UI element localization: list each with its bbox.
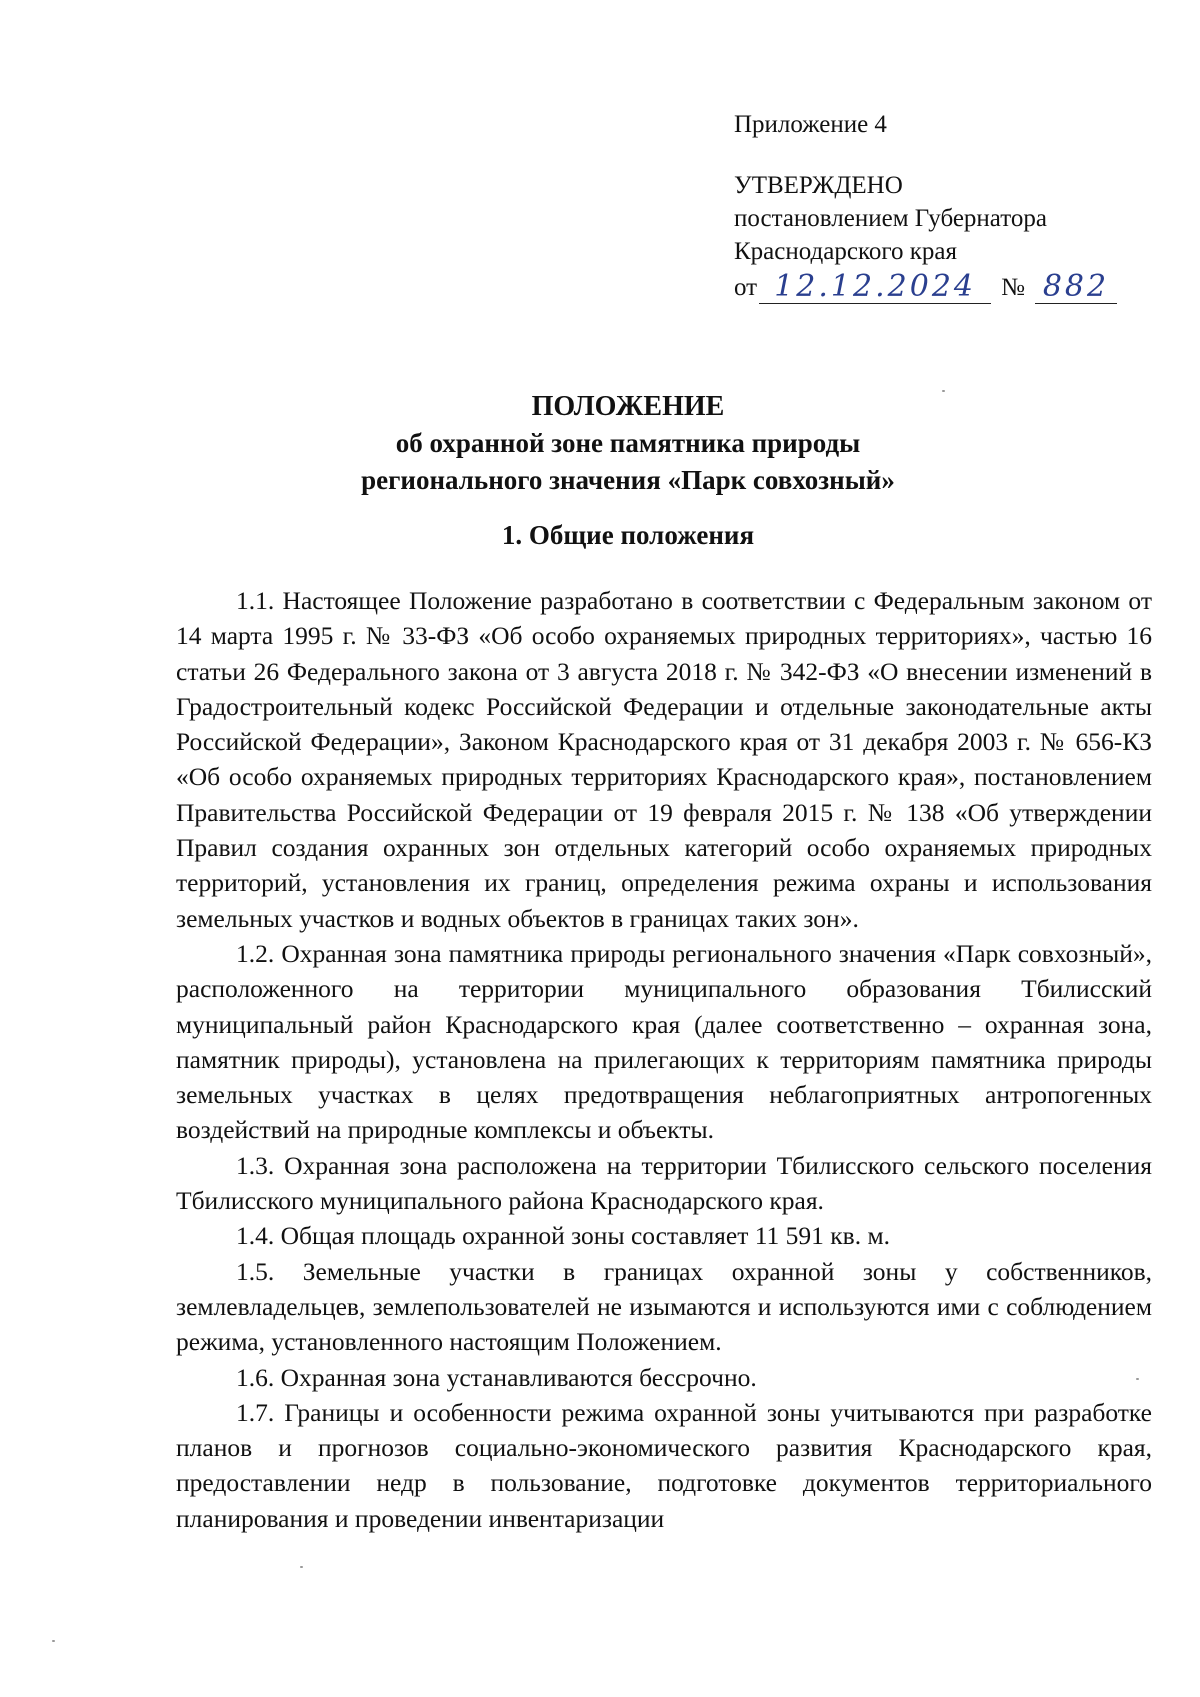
approval-stamp-block [734,108,1154,304]
paragraph-1-1: 1.1. Настоящее Положение разработано в соответствии с Федеральным законом от 14 марта 1995 г. № 33-ФЗ «Об особо охраняемых природных территориях», частью 16 статьи 26 Федерального закона от 3 августа 2018 г. № 342-ФЗ «О внесении изменений в Градостроительный кодекс Российской Федерации и отдельные законодательные акты Российской Федерации», Законом Краснодарского края от 31 декабря 2003 г. № 656-КЗ «Об особо охраняемых природных территориях Краснодарского края», постановлением Правительства Российской Федерации от 19 февраля 2015 г. № 138 «Об утверждении Правил создания охранных зон отдельных категорий особо охраняемых природных территорий, установления их границ, определения режима охраны и использования земельных участков и водных объектов в границах таких зон». [176,586,1152,933]
section-heading: 1. Общие положения [501,520,755,550]
approved-label: УТВЕРЖДЕНО [734,172,903,199]
title-line-3: регионального значения «Парк совхозный» [361,465,895,495]
paragraph-1-2: 1.2. Охранная зона памятника природы регионального значения «Парк совхозный», расположенного на территории муниципального образования Тбилисский муниципальный район Краснодарского края (далее соответственно – охранная зона, памятник природы), установлена на прилегающих к территориям памятника природы земельных участках в целях предотвращения неблагоприятных антропогенных воздействий на природные комплексы и объекты. [176,938,1152,1145]
document-title [0,388,1200,499]
handwritten-number: 882 [1035,271,1117,304]
approved-by-line-2: Краснодарского края [734,238,957,265]
approved-by-line-1: постановлением Губернатора [734,205,1047,232]
scan-speck [1136,1378,1139,1380]
approval-date-line [734,268,1154,304]
scan-speck [52,1640,55,1642]
paragraph-1-5: 1.5. Земельные участки в границах охранной зоны у собственников, землевладельцев, землепользователей не изымаются и используются ими с соблюдением режима, установленного настоящим Положением. [176,1256,1152,1357]
scan-speck [942,390,945,392]
appendix-label: Приложение 4 [734,111,887,138]
title-main: ПОЛОЖЕНИЕ [531,391,725,422]
paragraph-1-4: 1.4. Общая площадь охранной зоны составляет 11 591 кв. м. [236,1221,890,1251]
paragraph-1-7: 1.7. Границы и особенности режима охранной зоны учитываются при разработке планов и прогнозов социально-экономического развития Краснодарского края, предоставлении недр в пользование, подготовке документов территориального планирования и проведении инвентаризации [176,1397,1152,1533]
number-sign: № [1001,274,1025,301]
paragraph-1-3: 1.3. Охранная зона расположена на территории Тбилисского сельского поселения Тбилисского муниципального района Краснодарского края. [176,1150,1152,1216]
handwritten-date: 12.12.2024 [759,271,991,304]
date-prefix: от [734,274,758,301]
scan-speck [300,1566,303,1568]
title-line-2: об охранной зоне памятника природы [395,428,861,458]
paragraph-1-6: 1.6. Охранная зона устанавливаются бессрочно. [236,1362,757,1392]
section-body [176,583,1152,1536]
